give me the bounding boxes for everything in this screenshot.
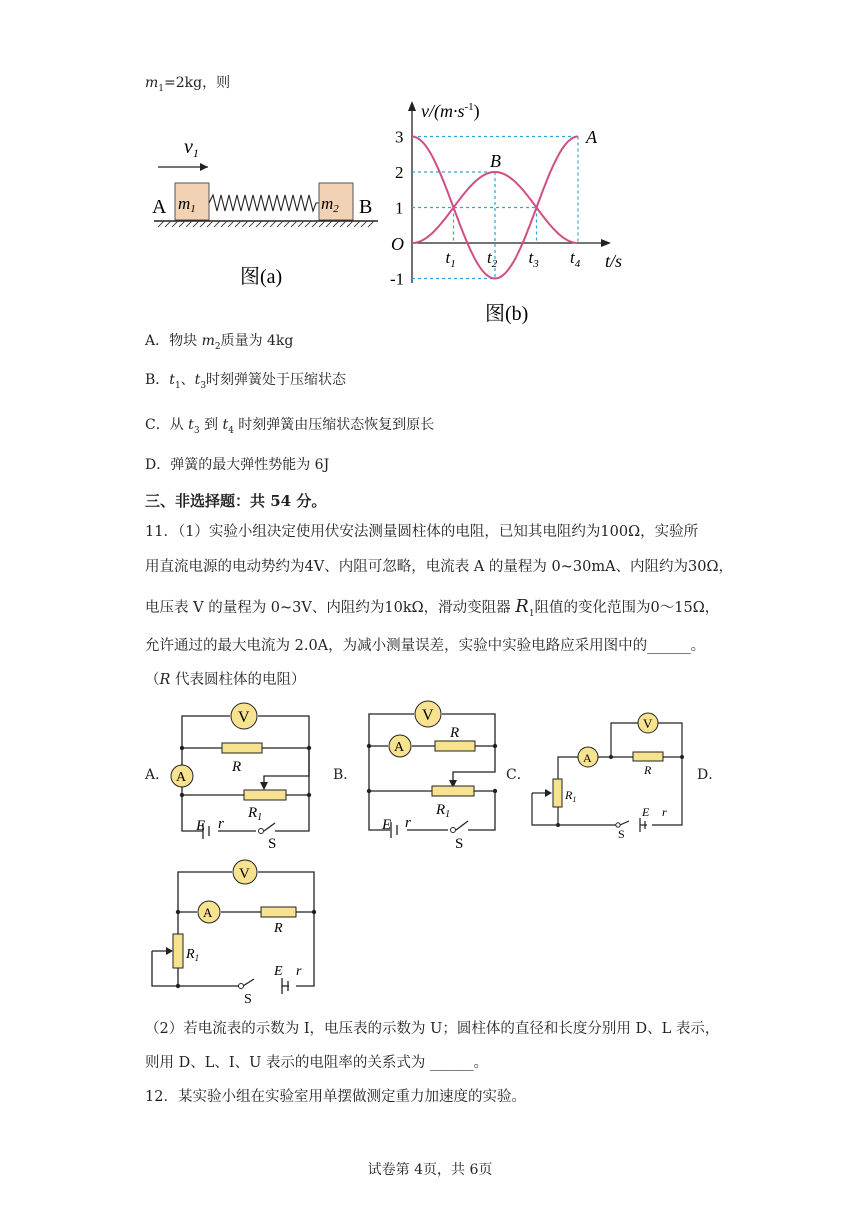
y-tick-label: -1: [390, 269, 405, 289]
rheostat-icon: [432, 786, 474, 796]
svg-text:V: V: [239, 866, 250, 882]
top-line: [145, 76, 230, 94]
mass-value: =2kg，则: [164, 75, 231, 91]
svg-text:V: V: [422, 707, 434, 724]
option-b: B．$t_1$、$t_3$时刻弹簧处于压缩状态: [145, 372, 347, 391]
svg-text:E: E: [642, 805, 650, 819]
point-b-label: B: [490, 151, 501, 171]
q11-line2: 用直流电源的电动势约为4V、内阻可忽略，电流表 A 的量程为 0~30mA、内阻约为30Ω，: [145, 559, 734, 575]
option-a: A．物块 $m_2$质量为 4kg: [145, 333, 294, 352]
y-axis-label: $v/(m\cdot s^{-1})$: [421, 101, 480, 121]
ground-hatching: [158, 221, 374, 227]
circuit-a: [160, 700, 320, 850]
q11-line5: （R 代表圆柱体的电阻）: [145, 672, 306, 688]
q11-part2-line2: 则用 D、L、I、U 表示的电阻率的关系式为 ______。: [145, 1055, 489, 1071]
svg-text:R: R: [232, 759, 242, 775]
svg-text:r: r: [405, 815, 411, 831]
y-axis-arrow: [408, 101, 416, 111]
svg-text:R1: $R_1$: [565, 788, 577, 804]
circuit-option-a-label: A．: [145, 767, 170, 783]
circuit-option-d-label: D．: [697, 767, 723, 783]
svg-text:A: A: [203, 905, 213, 920]
option-c: C．从 $t_3$ 到 $t_4$ 时刻弹簧由压缩状态恢复到原长: [145, 417, 435, 436]
y-tick-label: 2: [395, 163, 404, 182]
svg-text:A: A: [176, 770, 187, 785]
svg-text:A: A: [583, 751, 592, 765]
svg-text:S: S: [244, 992, 252, 1007]
resistor-r-icon: [222, 743, 262, 753]
q11-line1: 11．（1）实验小组决定使用伏安法测量圆柱体的电阻，已知其电阻约为100Ω，实验所: [145, 524, 699, 540]
x-axis-arrow: [601, 239, 611, 247]
svg-text:V: V: [643, 716, 653, 731]
svg-text:E: E: [382, 817, 392, 833]
figure-a-caption: 图(a): [240, 266, 283, 288]
m1-label: m1: [178, 194, 196, 215]
mass-symbol: m: [145, 75, 159, 91]
mass-subscript: 1: [158, 83, 165, 94]
figure-a: [148, 125, 388, 300]
resistor-r-icon: [261, 907, 296, 917]
y-tick-label: 1: [395, 198, 404, 218]
svg-text:S: S: [618, 827, 625, 841]
origin-label: O: [391, 234, 404, 254]
x-tick-label: $t_4$: [570, 248, 581, 270]
y-tick-label: 3: [395, 127, 404, 147]
figure-b-caption: 图(b): [485, 303, 529, 325]
q11-line3: 电压表 V 的量程为 0~3V、内阻约为10kΩ，滑动变阻器 $R_1$阻值的变化范围为0～15Ω，: [145, 596, 720, 619]
x-tick-label: $t_3$: [528, 248, 539, 270]
resistor-r-icon: [435, 741, 475, 751]
svg-text:S: S: [455, 836, 464, 852]
svg-text:S: S: [268, 836, 277, 850]
spring: [209, 195, 319, 211]
section-heading: 三、非选择题：共 54 分。: [145, 492, 327, 510]
v1-label: $v_1$: [184, 136, 199, 160]
svg-text:E: E: [274, 964, 283, 979]
circuit-b: [360, 698, 510, 853]
m2-label: m2: [321, 194, 339, 215]
rheostat-icon: [244, 790, 286, 800]
circuit-c: [528, 707, 688, 842]
rheostat-icon: [173, 934, 183, 968]
svg-text:E: E: [196, 818, 206, 834]
circuit-option-b-label: B．: [333, 767, 358, 783]
q12-line: 12．某实验小组在实验室用单摆做测定重力加速度的实验。: [145, 1089, 526, 1105]
q11-part2-line1: （2）若电流表的示数为 I，电压表的示数为 U；圆柱体的直径和长度分别用 D、L 表示，: [145, 1021, 720, 1037]
svg-text:R1: $R_1$: [186, 947, 200, 963]
svg-text:r: r: [662, 805, 667, 819]
end-b-label: B: [359, 196, 373, 218]
svg-text:r: r: [218, 816, 224, 832]
option-d: D．弹簧的最大弹性势能为 6J: [145, 457, 330, 473]
svg-text:r: r: [296, 964, 302, 979]
svg-text:R1: $R_1$: [248, 805, 263, 823]
resistor-r-icon: [633, 752, 663, 761]
svg-text:V: V: [238, 709, 250, 726]
svg-text:R: R: [644, 763, 652, 777]
circuit-option-c-label: C．: [506, 767, 531, 783]
svg-text:R: R: [450, 725, 460, 741]
q11-line4: 允许通过的最大电流为 2.0A，为减小测量误差，实验中实验电路应采用图中的______。: [145, 638, 706, 654]
svg-text:R1: $R_1$: [436, 802, 451, 820]
circuit-d: [148, 858, 323, 1008]
svg-text:A: A: [394, 740, 405, 755]
figure-b: [385, 95, 630, 330]
point-a-label: A: [586, 127, 597, 147]
end-a-label: A: [152, 196, 167, 218]
x-tick-label: $t_2$: [487, 248, 498, 270]
rheostat-icon: [553, 779, 562, 807]
page-footer: 试卷第 4页，共 6页: [367, 1162, 493, 1178]
svg-text:R: R: [274, 921, 283, 936]
x-tick-label: $t_1$: [445, 248, 456, 270]
velocity-arrowhead: [200, 163, 208, 171]
x-axis-label: t/s: [605, 251, 623, 271]
